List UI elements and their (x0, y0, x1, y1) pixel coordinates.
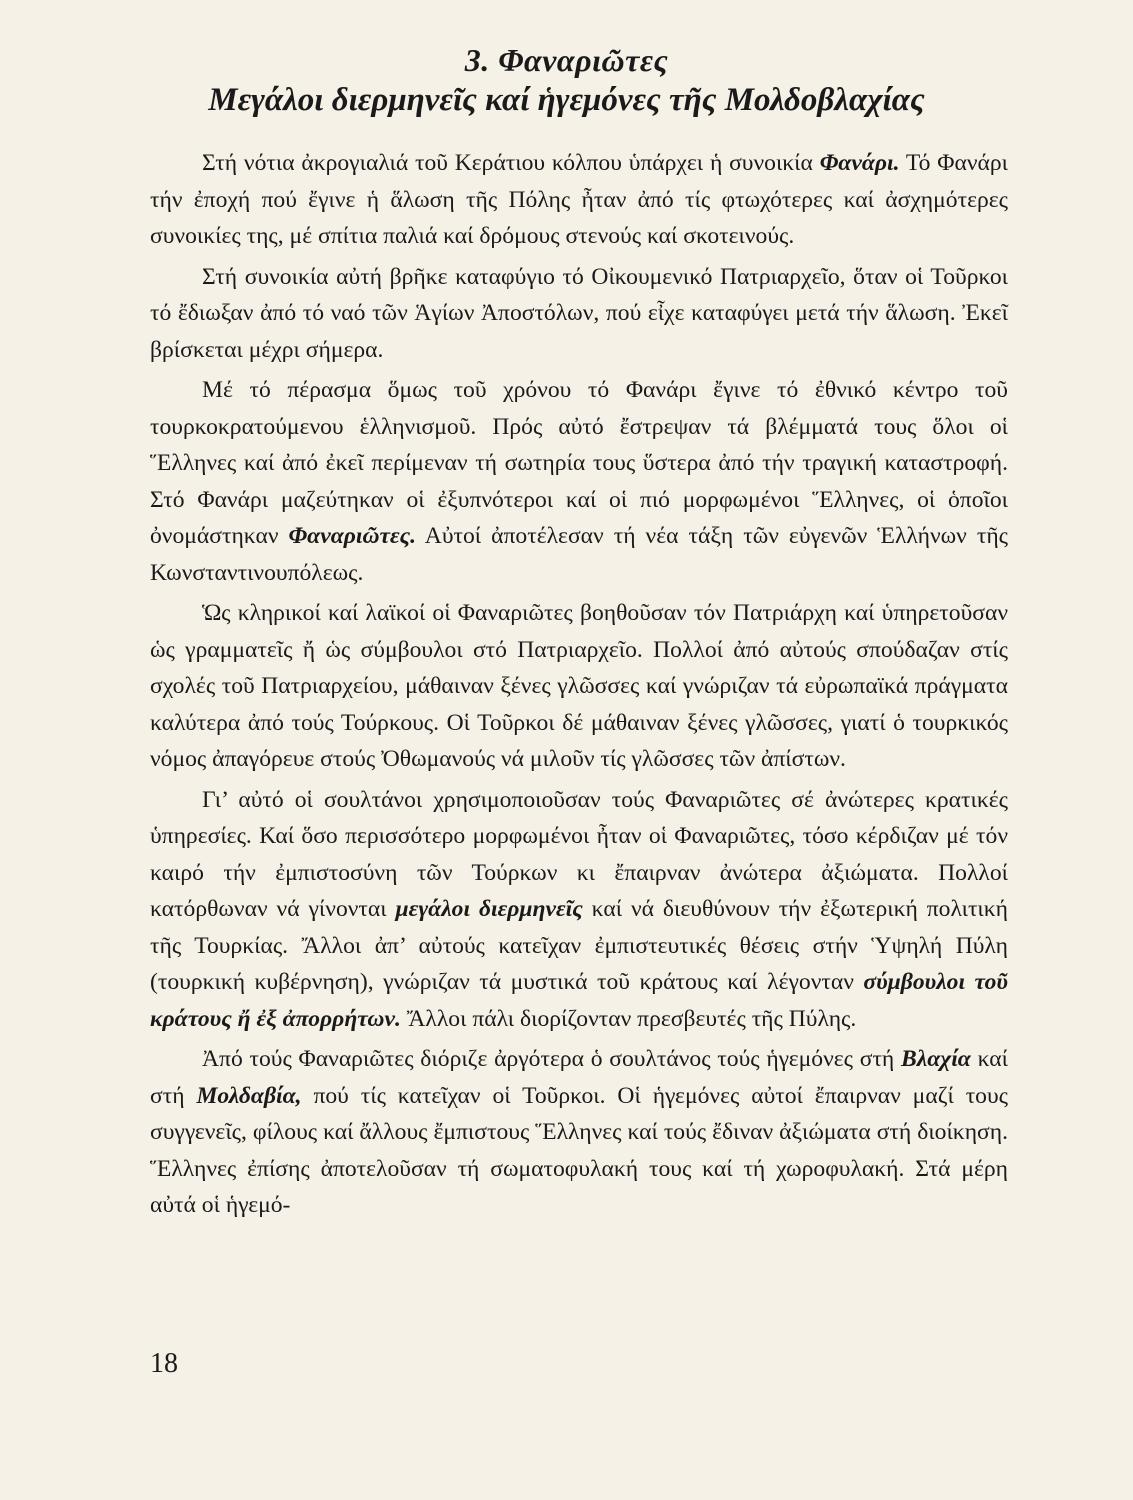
chapter-number: 3. Φαναριῶτες (464, 42, 669, 78)
emphasized-term: Φανάρι. (819, 150, 900, 176)
paragraph (150, 145, 1008, 255)
text-run: Ἀπό τούς Φαναριῶτες διόριζε ἀργότερα ὁ σουλτάνος τούς ἡγεμόνες στή (202, 1046, 902, 1072)
text-run: Στή νότια ἀκρογιαλιά τοῦ Κεράτιου κόλπου ὑπάρχει ἡ συνοικία (202, 150, 820, 176)
paragraph (150, 259, 1008, 369)
page-number: 18 (150, 1348, 178, 1379)
text-run: καί στή (150, 1046, 1008, 1109)
emphasized-term: Βλαχία (901, 1046, 971, 1072)
text-run: καί νά διευθύνουν τήν ἐξωτερική πολιτική τῆς Τουρκίας. Ἄλλοι ἀπ’ αὐτούς κατεῖχαν ἐμπιστευτικές θέσεις στήν Ὑψηλή Πύλη (τουρκική κυβέρνηση), γνώριζαν τά μυστικά τοῦ κράτους καί λέγονταν (150, 896, 1008, 995)
emphasized-term: Μολδαβία, (196, 1082, 302, 1109)
paragraph (150, 1041, 1008, 1224)
text-run: Γι’ αὐτό οἱ σουλτάνοι χρησιμοποιοῦσαν τούς Φαναριῶτες σέ ἀνώτερες κρατικές ὑπηρεσίες. Καί ὅσο περισσότερο μορφωμένοι ἦταν οἱ Φαναριῶτες, τόσο κέρδιζαν μέ τόν καιρό τήν ἐμπιστοσύνη τῶν Τούρκων κι ἔπαιρναν ἀνώτερα ἀξιώματα. Πολλοί κατόρθωναν νά γίνονται (150, 786, 1008, 922)
emphasized-term: σύμβουλοι τοῦ κράτους ἤ ἐξ ἀπορρήτων. (150, 969, 1008, 1032)
chapter-title: Μεγάλοι διερμηνεῖς καί ἡγεμόνες τῆς Μολδοβλαχίας (208, 82, 925, 118)
paragraph (150, 595, 1008, 778)
paragraph (150, 372, 1008, 591)
emphasized-term: Φαναριῶτες. (288, 523, 417, 549)
emphasized-term: μεγάλοι διερμηνεῖς (395, 896, 583, 922)
text-run: Μέ τό πέρασμα ὅμως τοῦ χρόνου τό Φανάρι ἔγινε τό ἐθνικό κέντρο τοῦ τουρκοκρατούμενου ἑλληνισμοῦ. Πρός αὐτό ἔστρεψαν τά βλέμματά τους ὅλοι οἱ Ἕλληνες καί ἀπό ἐκεῖ περίμεναν τή σωτηρία τους ὕστερα ἀπό τήν τραγική καταστροφή. Στό Φανάρι μαζεύτηκαν οἱ ἐξυπνότεροι καί οἱ πιό μορφωμένοι Ἕλληνες, οἱ ὁποῖοι ὀνομάστηκαν (150, 377, 1008, 549)
text-run: Ἄλλοι πάλι διορίζονταν πρεσβευτές τῆς Πύλης. (400, 1005, 857, 1032)
body-text (150, 145, 1008, 1224)
text-run: Αὐτοί ἀποτέλεσαν τή νέα τάξη τῶν εὐγενῶν Ἑλλήνων τῆς Κωνσταντινουπόλεως. (150, 523, 1009, 586)
text-run: πού τίς κατεῖχαν οἱ Τοῦρκοι. Οἱ ἡγεμόνες αὐτοί ἔπαιρναν μαζί τους συγγενεῖς, φίλους καί ἄλλους ἔμπιστους Ἕλληνες καί τούς ἔδιναν ἀξιώματα στή διοίκηση. Ἕλληνες ἐπίσης ἀποτελοῦσαν τή σωματοφυλακή τους καί τή χωροφυλακή. Στά μέρη αὐτά οἱ ἡγεμό- (150, 1082, 1009, 1218)
text-run: Ὡς κληρικοί καί λαϊκοί οἱ Φαναριῶτες βοηθοῦσαν τόν Πατριάρχη καί ὑπηρετοῦσαν ὡς γραμματεῖς ἤ ὡς σύμβουλοι στό Πατριαρχεῖο. Πολλοί ἀπό αὐτούς σπούδαζαν στίς σχολές τοῦ Πατριαρχείου, μάθαιναν ξένες γλῶσσες καί γνώριζαν τά εὐρωπαϊκά πράγματα καλύτερα ἀπό τούς Τούρκους. Οἱ Τοῦρκοι δέ μάθαιναν ξένες γλῶσσες, γιατί ὁ τουρκικός νόμος ἀπαγόρευε στούς Ὀθωμανούς νά μιλοῦν τίς γλῶσσες τῶν ἀπίστων. (150, 600, 1008, 772)
text-run: Τό Φανάρι τήν ἐποχή πού ἔγινε ἡ ἅλωση τῆς Πόλης ἦταν ἀπό τίς φτωχότερες καί ἀσχημότερες συνοικίες της, μέ σπίτια παλιά καί δρόμους στενούς καί σκοτεινούς. (150, 150, 1008, 249)
paragraph (150, 782, 1008, 1038)
text-run: Στή συνοικία αὐτή βρῆκε καταφύγιο τό Οἰκουμενικό Πατριαρχεῖο, ὅταν οἱ Τοῦρκοι τό ἔδιωξαν ἀπό τό ναό τῶν Ἁγίων Ἀποστόλων, πού εἶχε καταφύγει μετά τήν ἅλωση. Ἐκεῖ βρίσκεται μέχρι σήμερα. (150, 263, 1008, 363)
